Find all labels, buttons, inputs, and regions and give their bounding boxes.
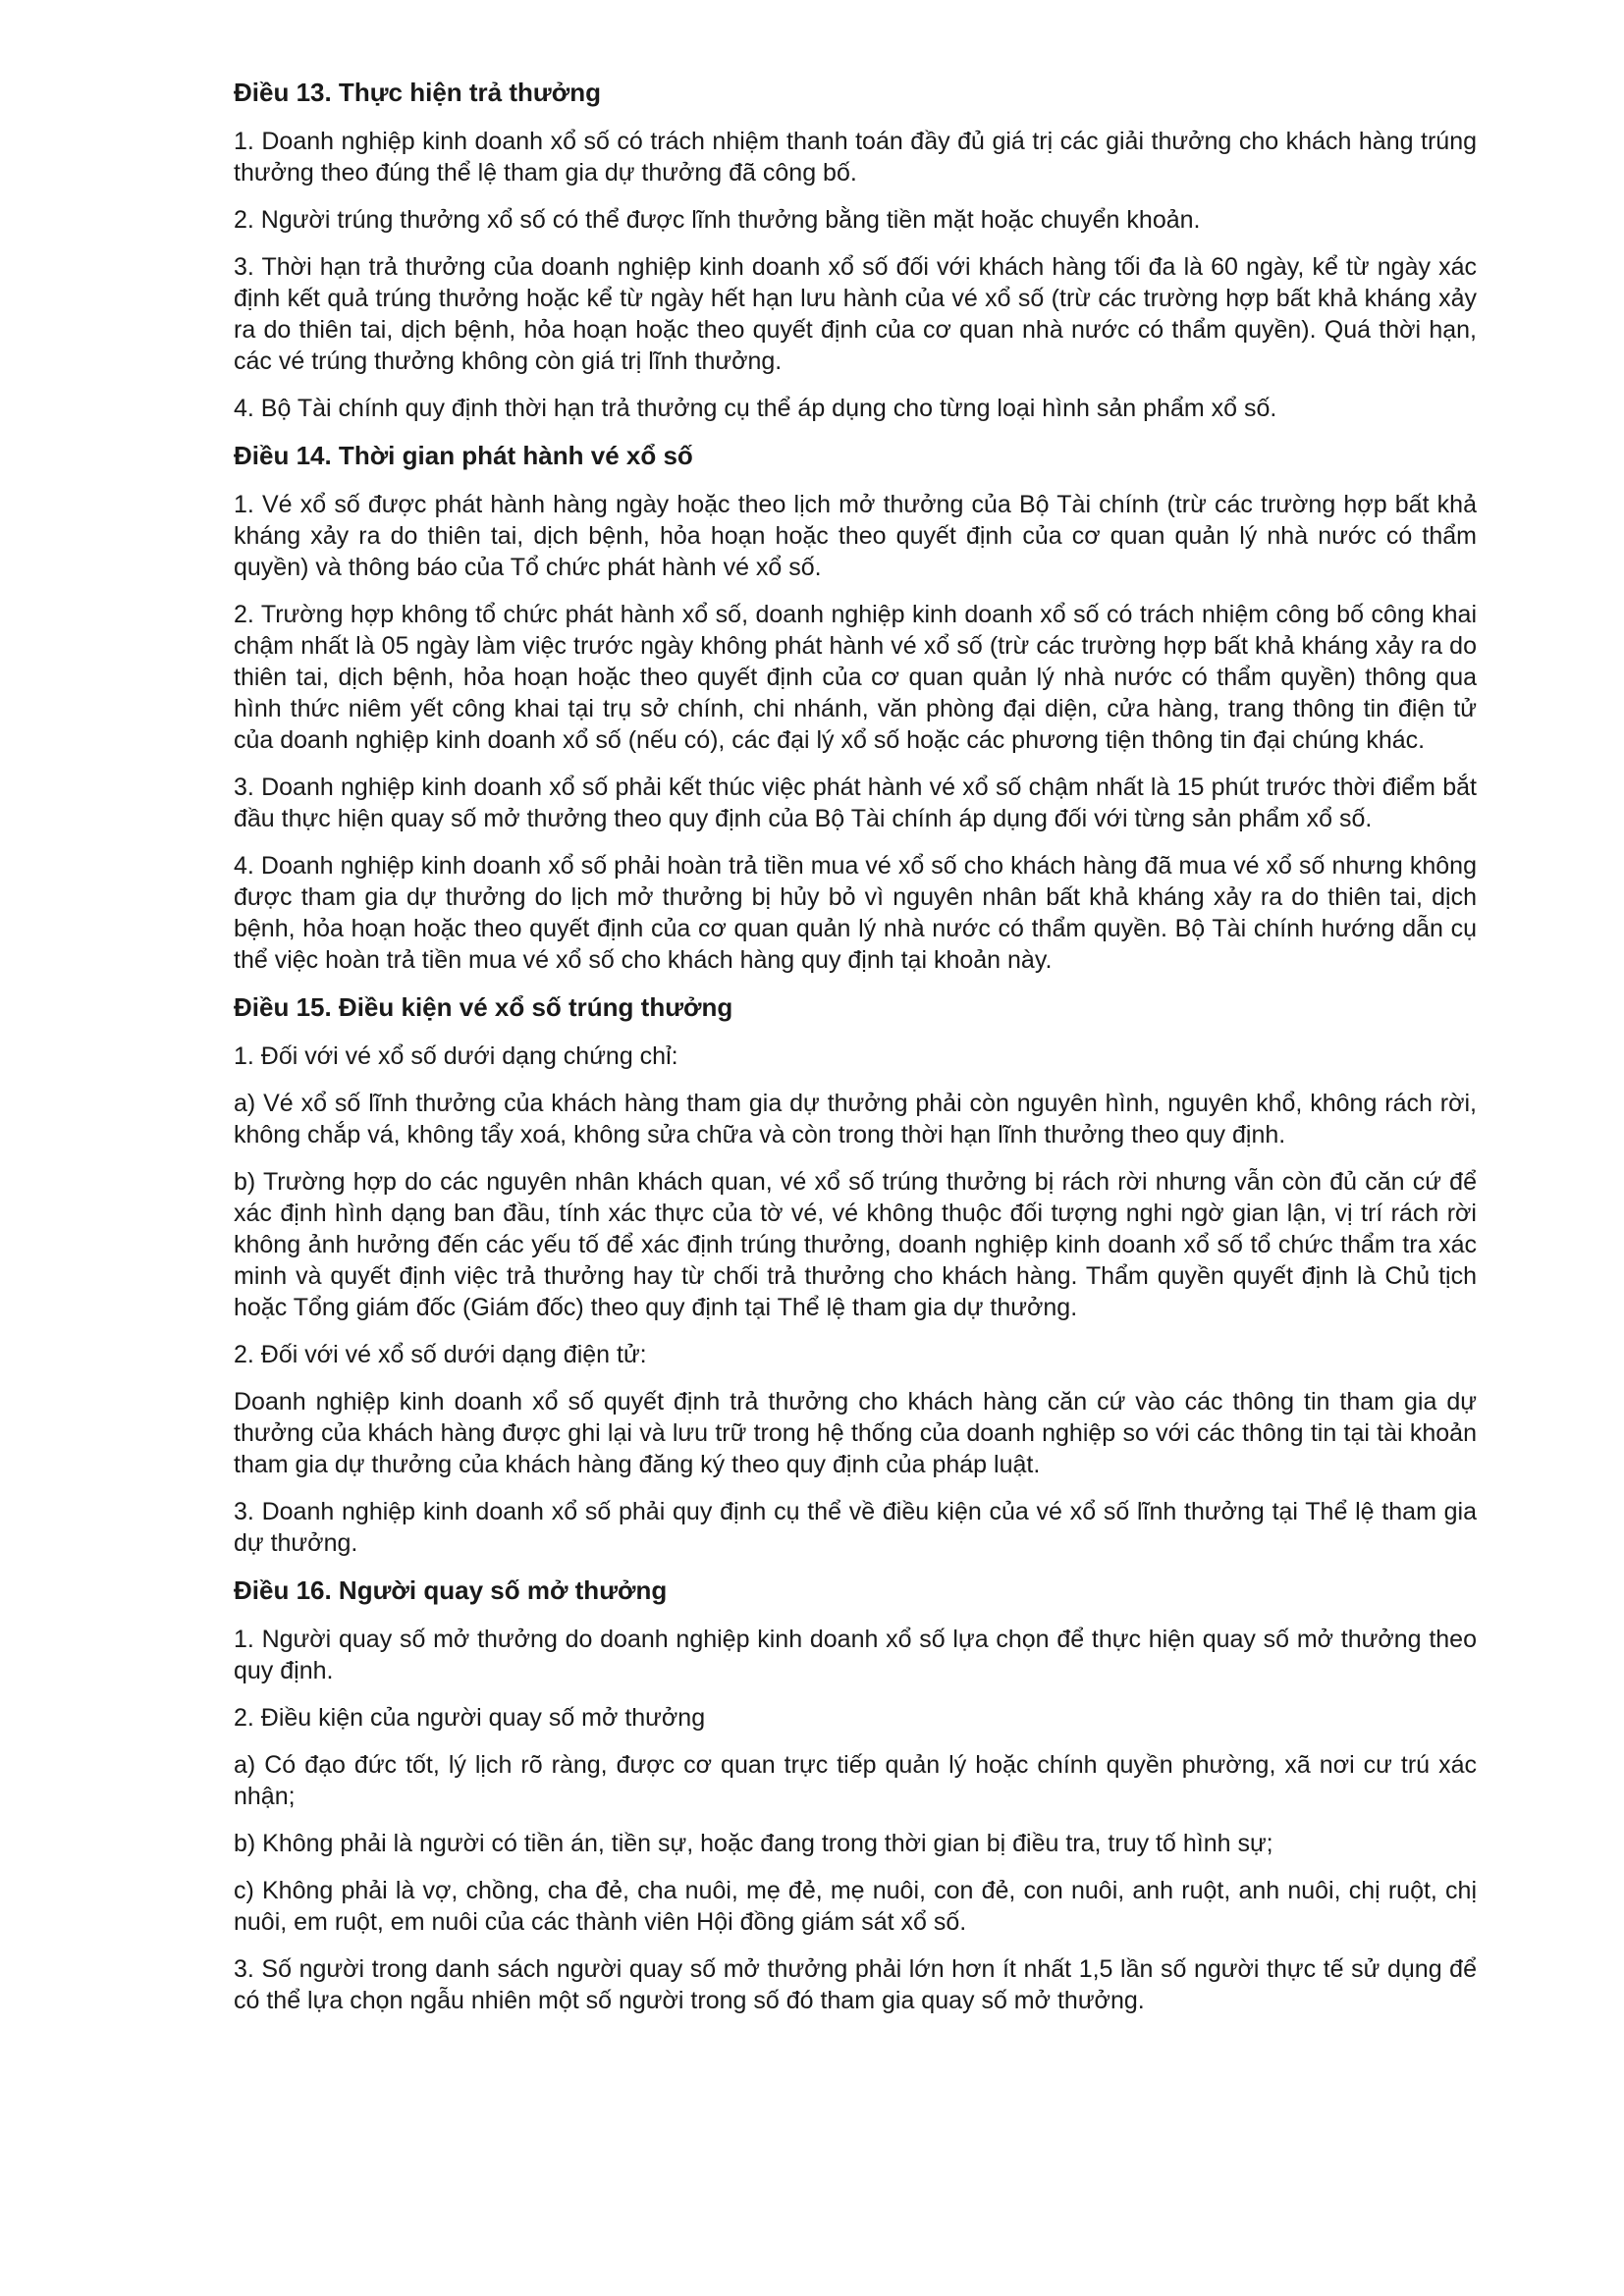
- article-heading: Điều 13. Thực hiện trả thưởng: [234, 78, 601, 107]
- article-paragraph: 2. Người trúng thưởng xổ số có thể được lĩnh thưởng bằng tiền mặt hoặc chuyển khoản.: [234, 206, 1201, 234]
- article-paragraph: Doanh nghiệp kinh doanh xổ số quyết định trả thưởng cho khách hàng căn cứ vào các thông tin tham gia dự thưởng của khách hàng được ghi lại và lưu trữ trong hệ thống của doanh nghiệp so với các thông tin tại tài khoản tham gia dự thưởng của khách hàng đăng ký theo quy định của pháp luật.: [234, 1388, 1477, 1478]
- article-paragraph: a) Có đạo đức tốt, lý lịch rõ ràng, được cơ quan trực tiếp quản lý hoặc chính quyền phường, xã nơi cư trú xác nhận;: [234, 1751, 1477, 1810]
- article-paragraph: 3. Thời hạn trả thưởng của doanh nghiệp kinh doanh xổ số đối với khách hàng tối đa là 60 ngày, kể từ ngày xác định kết quả trúng thưởng hoặc kể từ ngày hết hạn lưu hành của vé xổ số (trừ các trường hợp bất khả kháng xảy ra do thiên tai, dịch bệnh, hỏa hoạn hoặc theo quyết định của cơ quan nhà nước có thẩm quyền). Quá thời hạn, các vé trúng thưởng không còn giá trị lĩnh thưởng.: [234, 253, 1477, 375]
- article-paragraph: 3. Số người trong danh sách người quay số mở thưởng phải lớn hơn ít nhất 1,5 lần số người thực tế sử dụng để có thể lựa chọn ngẫu nhiên một số người trong số đó tham gia quay số mở thưởng.: [234, 1955, 1477, 2014]
- article-paragraph: 1. Người quay số mở thưởng do doanh nghiệp kinh doanh xổ số lựa chọn để thực hiện quay số mở thưởng theo quy định.: [234, 1626, 1477, 1684]
- article-paragraph: 1. Doanh nghiệp kinh doanh xổ số có trách nhiệm thanh toán đầy đủ giá trị các giải thưởng cho khách hàng trúng thưởng theo đúng thể lệ tham gia dự thưởng đã công bố.: [234, 128, 1477, 187]
- article-paragraph: a) Vé xổ số lĩnh thưởng của khách hàng tham gia dự thưởng phải còn nguyên hình, nguyên khổ, không rách rời, không chắp vá, không tẩy xoá, không sửa chữa và còn trong thời hạn lĩnh thưởng theo quy định.: [234, 1090, 1477, 1148]
- article-16: [234, 1575, 1477, 2016]
- article-paragraph: c) Không phải là vợ, chồng, cha đẻ, cha nuôi, mẹ đẻ, mẹ nuôi, con đẻ, con nuôi, anh ruột, anh nuôi, chị ruột, chị nuôi, em ruột, em nuôi của các thành viên Hội đồng giám sát xổ số.: [234, 1877, 1477, 1936]
- article-paragraph: 3. Doanh nghiệp kinh doanh xổ số phải kết thúc việc phát hành vé xổ số chậm nhất là 15 phút trước thời điểm bắt đầu thực hiện quay số mở thưởng theo quy định của Bộ Tài chính áp dụng đối với từng sản phẩm xổ số.: [234, 774, 1477, 832]
- article-heading: Điều 15. Điều kiện vé xổ số trúng thưởng: [234, 992, 733, 1022]
- article-paragraph: 4. Bộ Tài chính quy định thời hạn trả thưởng cụ thể áp dụng cho từng loại hình sản phẩm xổ số.: [234, 395, 1277, 422]
- article-heading: Điều 14. Thời gian phát hành vé xổ số: [234, 441, 693, 470]
- article-paragraph: 2. Trường hợp không tổ chức phát hành xổ số, doanh nghiệp kinh doanh xổ số có trách nhiệm công bố công khai chậm nhất là 05 ngày làm việc trước ngày không phát hành vé xổ số (trừ các trường hợp bất khả kháng xảy ra do thiên tai, dịch bệnh, hỏa hoạn hoặc theo quyết định của cơ quan quản lý nhà nước có thẩm quyền) thông qua hình thức niêm yết công khai tại trụ sở chính, chi nhánh, văn phòng đại diện, cửa hàng, trang thông tin điện tử của doanh nghiệp kinh doanh xổ số (nếu có), các đại lý xổ số hoặc các phương tiện thông tin đại chúng khác.: [234, 601, 1477, 754]
- article-paragraph: 2. Đối với vé xổ số dưới dạng điện tử:: [234, 1341, 647, 1368]
- article-paragraph: 2. Điều kiện của người quay số mở thưởng: [234, 1704, 706, 1732]
- article-paragraph: b) Trường hợp do các nguyên nhân khách quan, vé xổ số trúng thưởng bị rách rời nhưng vẫn còn đủ căn cứ để xác định hình dạng ban đầu, tính xác thực của tờ vé, vé không thuộc đối tượng nghi ngờ gian lận, vị trí rách rời không ảnh hưởng đến các yếu tố để xác định trúng thưởng, doanh nghiệp kinh doanh xổ số tổ chức thẩm tra xác minh và quyết định việc trả thưởng hay từ chối trả thưởng cho khách hàng. Thẩm quyền quyết định là Chủ tịch hoặc Tổng giám đốc (Giám đốc) theo quy định tại Thể lệ tham gia dự thưởng.: [234, 1168, 1477, 1321]
- article-paragraph: 4. Doanh nghiệp kinh doanh xổ số phải hoàn trả tiền mua vé xổ số cho khách hàng đã mua vé xổ số nhưng không được tham gia dự thưởng do lịch mở thưởng bị hủy bỏ vì nguyên nhân bất khả kháng xảy ra do thiên tai, dịch bệnh, hỏa hoạn hoặc theo quyết định của cơ quan quản lý nhà nước có thẩm quyền. Bộ Tài chính hướng dẫn cụ thể việc hoàn trả tiền mua vé xổ số cho khách hàng quy định tại khoản này.: [234, 852, 1477, 974]
- article-paragraph: 1. Đối với vé xổ số dưới dạng chứng chỉ:: [234, 1042, 678, 1070]
- article-paragraph: b) Không phải là người có tiền án, tiền sự, hoặc đang trong thời gian bị điều tra, truy tố hình sự;: [234, 1830, 1273, 1857]
- article-13: [234, 77, 1477, 424]
- article-14: [234, 440, 1477, 976]
- article-heading: Điều 16. Người quay số mở thưởng: [234, 1575, 668, 1605]
- article-15: [234, 991, 1477, 1559]
- article-paragraph: 1. Vé xổ số được phát hành hàng ngày hoặc theo lịch mở thưởng của Bộ Tài chính (trừ các trường hợp bất khả kháng xảy ra do thiên tai, dịch bệnh, hỏa hoạn hoặc theo quyết định của cơ quan quản lý nhà nước có thẩm quyền) và thông báo của Tổ chức phát hành vé xổ số.: [234, 491, 1477, 581]
- article-paragraph: 3. Doanh nghiệp kinh doanh xổ số phải quy định cụ thể về điều kiện của vé xổ số lĩnh thưởng tại Thể lệ tham gia dự thưởng.: [234, 1498, 1477, 1557]
